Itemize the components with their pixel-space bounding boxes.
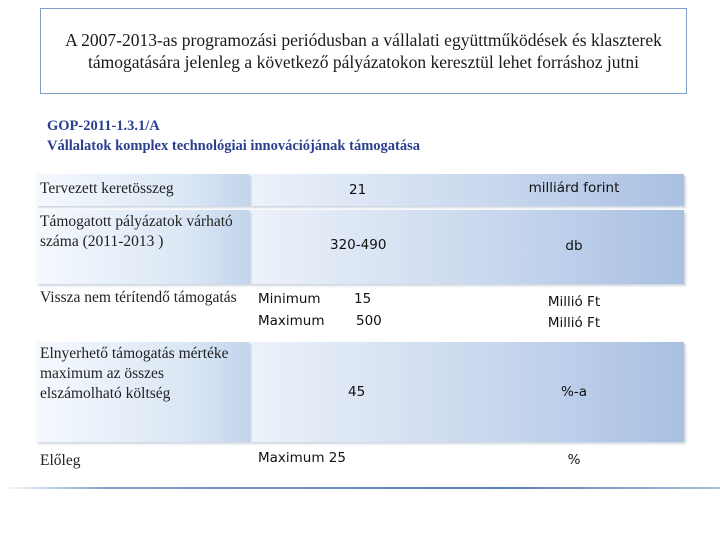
grant-header [47, 116, 420, 156]
unit-max: Millió Ft [547, 315, 601, 331]
row-planned-budget [36, 174, 684, 206]
max-label: Maximum [258, 313, 325, 329]
row-label: Elnyerhető támogatás mértéke maximum az összes elszámolható költség [36, 342, 249, 442]
row-unit: db [565, 238, 583, 254]
row-max-support-rate [36, 342, 684, 442]
row-value: 320-490 [330, 237, 387, 253]
row-unit: milliárd forint [528, 180, 620, 196]
advance-unit: % [567, 452, 581, 468]
grant-code: GOP-2011-1.3.1/A [47, 118, 160, 134]
unit-min: Millió Ft [547, 294, 601, 310]
slide-title [40, 8, 687, 94]
row-label: Támogatott pályázatok várható száma (2011-2013 ) [36, 210, 249, 284]
footer-divider [0, 487, 720, 489]
row-unit: %-a [561, 384, 587, 400]
advance-value: Maximum 25 [258, 450, 346, 466]
row-value: 45 [348, 384, 366, 400]
max-value: 500 [356, 313, 382, 329]
min-value: 15 [354, 291, 372, 307]
grant-name: Vállalatok komplex technológiai innovációjának támogatása [47, 138, 420, 154]
row-value: 21 [349, 182, 367, 198]
row-label-non-refundable: Vissza nem térítendő támogatás [40, 289, 237, 306]
row-label: Tervezett keretösszeg [36, 174, 249, 206]
row-label-advance: Előleg [40, 452, 81, 469]
min-label: Minimum [258, 291, 321, 307]
slide-title-text: A 2007-2013-as programozási periódusban a vállalati együttműködések és klaszterek támogatására jelenleg a következő pályázatokon keresztül lehet forráshoz jutni [65, 30, 662, 72]
row-expected-applications [36, 210, 684, 284]
